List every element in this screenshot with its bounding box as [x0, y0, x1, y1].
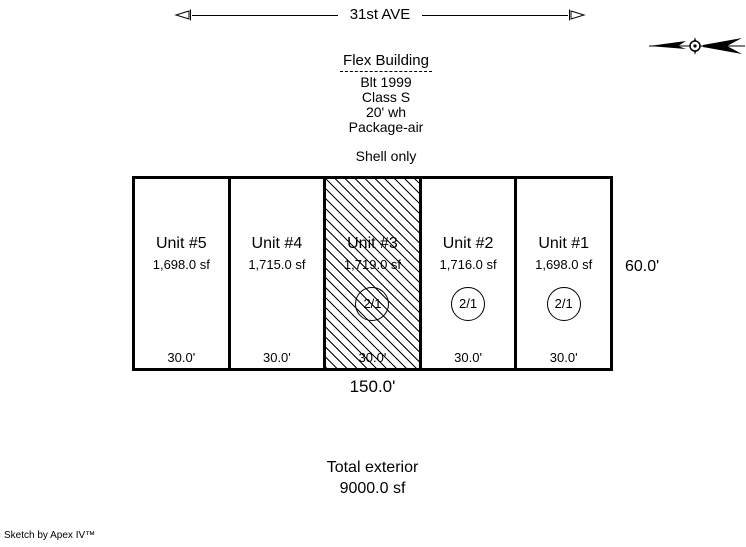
unit-area: 1,698.0 sf [535, 257, 593, 272]
total-label: Total exterior [326, 459, 419, 476]
building-footprint [132, 176, 613, 371]
building-title: Flex Building [340, 52, 432, 72]
unit-badge: 2/1 [355, 287, 389, 321]
unit-area: 1,716.0 sf [439, 257, 497, 272]
building-info-line: Blt 1999 [360, 74, 412, 90]
unit-badge: 2/1 [451, 287, 485, 321]
street-arrow [174, 6, 586, 24]
unit-width-dimension: 30.0' [358, 350, 387, 365]
building-info [272, 52, 500, 164]
unit-width-dimension: 30.0' [549, 350, 578, 365]
unit-badge: 2/1 [547, 287, 581, 321]
unit-name: Unit #5 [155, 235, 207, 252]
arrowhead-right-icon [568, 9, 586, 21]
street-name-label: 31st AVE [349, 6, 411, 23]
unit-width-dimension: 30.0' [454, 350, 482, 365]
unit-name: Unit #1 [538, 235, 590, 252]
compass-arrow-icon [648, 32, 746, 60]
unit-name: Unit #2 [442, 235, 494, 252]
building-info-line: Class S [361, 89, 411, 105]
unit-area: 1,698.0 sf [152, 257, 210, 272]
unit-width-dimension: 30.0' [167, 350, 196, 365]
unit-5 [135, 179, 231, 368]
unit-area: 1,715.0 sf [248, 257, 306, 272]
unit-3 [326, 179, 422, 368]
street-arrow-line-right [422, 15, 568, 16]
total-value: 9000.0 sf [339, 480, 406, 497]
unit-width-dimension: 30.0' [262, 350, 291, 365]
depth-dimension: 60.0' [625, 258, 660, 275]
unit-4 [231, 179, 327, 368]
sketch-credit: Sketch by Apex IV™ [4, 530, 96, 541]
building-note: Shell only [355, 148, 417, 164]
building-info-line: 20' wh [365, 104, 407, 120]
building-info-line: Package-air [348, 119, 424, 135]
unit-area: 1,719.0 sf [343, 257, 402, 272]
unit-1 [517, 179, 610, 368]
unit-name: Unit #4 [251, 235, 303, 252]
arrowhead-left-icon [174, 9, 192, 21]
street-arrow-line-left [192, 15, 338, 16]
unit-2 [422, 179, 518, 368]
unit-name: Unit #3 [347, 235, 398, 252]
frontage-dimension: 150.0' [349, 377, 396, 396]
total-exterior [132, 457, 613, 499]
